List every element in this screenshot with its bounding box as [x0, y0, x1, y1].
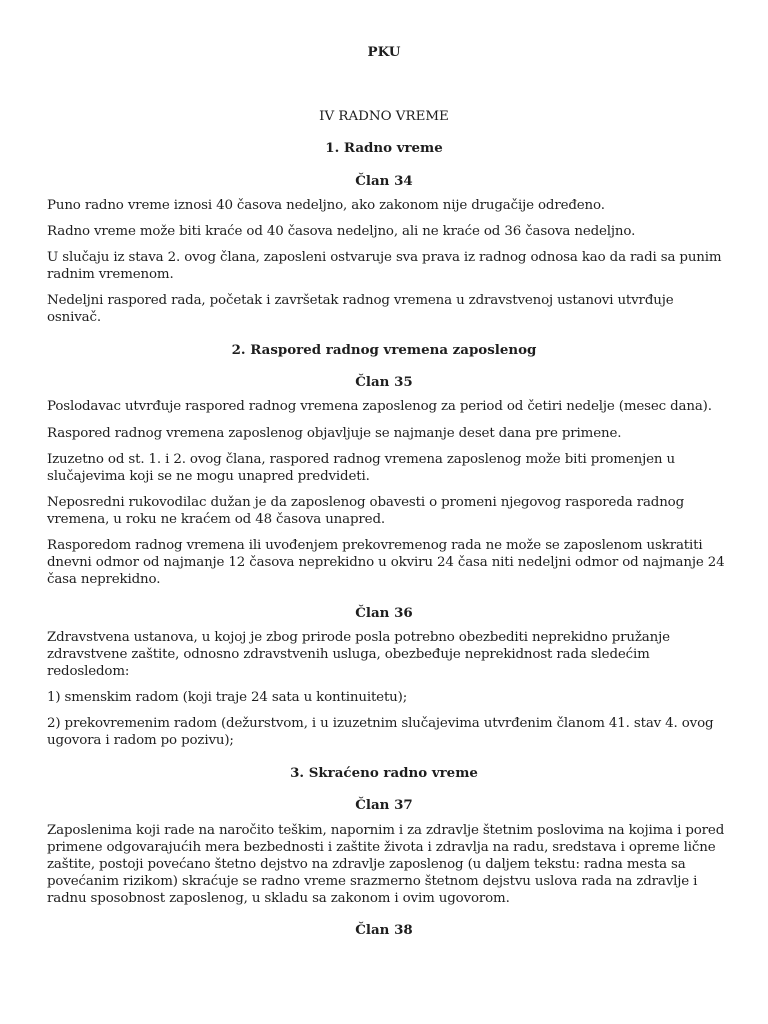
paragraph-line: 2) prekovremenim radom (dežurstvom, i u izuzetnim slučajevima utvrđenim članom 41. stav 4. ovog [47, 716, 714, 731]
section-heading: 3. Skraćeno radno vreme [290, 765, 478, 781]
paragraph-line: primene odgovarajućih mera bezbednosti i zaštite života i zdravlja na radu, sredstava i opreme lične [47, 840, 716, 855]
page-header-title: PKU [367, 44, 401, 60]
paragraph-line: Zdravstvena ustanova, u kojoj je zbog prirode posla potrebno obezbediti neprekidno pružanje [47, 630, 670, 645]
paragraph-line: Neposredni rukovodilac dužan je da zaposlenog obavesti o promeni njegovog rasporeda radnog [47, 495, 685, 510]
paragraph-line: Nedeljni raspored rada, početak i završetak radnog vremena u zdravstvenoj ustanovi utvrđuje [47, 293, 674, 308]
paragraph-line: vremena, u roku ne kraćem od 48 časova unapred. [47, 512, 385, 527]
paragraph-line: Izuzetno od st. 1. i 2. ovog člana, raspored radnog vremena zaposlenog može biti promenjen u [47, 452, 675, 467]
paragraph-line: Puno radno vreme iznosi 40 časova nedeljno, ako zakonom nije drugačije određeno. [47, 198, 605, 213]
article-heading: Član 36 [355, 605, 413, 621]
section-heading: 1. Radno vreme [325, 140, 443, 156]
paragraph-line: Radno vreme može biti kraće od 40 časova nedeljno, ali ne kraće od 36 časova nedeljno. [47, 224, 636, 239]
article-heading: Član 37 [355, 797, 413, 813]
paragraph-line: radnu sposobnost zaposlenog, u skladu sa zakonom i ovim ugovorom. [47, 891, 510, 906]
paragraph-line: Rasporedom radnog vremena ili uvođenjem prekovremenog rada ne može se zaposlenom uskratiti [47, 538, 703, 553]
paragraph-line: zdravstvene zaštite, odnosno zdravstvenih usluga, obezbeđuje neprekidnost rada sledećim [47, 647, 650, 662]
paragraph-line: Raspored radnog vremena zaposlenog objavljuje se najmanje deset dana pre primene. [47, 426, 622, 441]
section-heading: 2. Raspored radnog vremena zaposlenog [231, 342, 537, 358]
paragraph-line: slučajevima koji se ne mogu unapred predvideti. [47, 469, 370, 484]
chapter-title: IV RADNO VREME [319, 109, 449, 124]
paragraph-line: 1) smenskim radom (koji traje 24 sata u kontinuitetu); [47, 690, 408, 705]
article-heading: Član 35 [355, 374, 413, 390]
paragraph-line: povećanim rizikom) skraćuje se radno vreme srazmerno štetnom dejstvu uslova rada na zdravlje i [47, 874, 698, 889]
paragraph-line: zaštite, postoji povećano štetno dejstvo na zdravlje zaposlenog (u daljem tekstu: radna mesta sa [47, 857, 686, 872]
paragraph-line: časa neprekidno. [47, 572, 161, 587]
article-heading: Član 34 [355, 173, 413, 189]
paragraph-line: ugovora i radom po pozivu); [47, 733, 234, 748]
paragraph-line: Poslodavac utvrđuje raspored radnog vremena zaposlenog za period od četiri nedelje (mesec dana). [47, 399, 712, 414]
paragraph-line: Zaposlenima koji rade na naročito teškim, napornim i za zdravlje štetnim poslovima na kojima i pored [47, 823, 725, 838]
article-heading: Član 38 [355, 922, 413, 938]
paragraph-line: U slučaju iz stava 2. ovog člana, zaposleni ostvaruje sva prava iz radnog odnosa kao da radi sa punim [47, 250, 722, 265]
paragraph-line: dnevni odmor od najmanje 12 časova neprekidno u okviru 24 časa niti nedeljni odmor od najmanje 24 [47, 555, 725, 570]
paragraph-line: radnim vremenom. [47, 267, 174, 282]
paragraph-line: redosledom: [47, 664, 130, 679]
paragraph-line: osnivač. [47, 310, 101, 325]
